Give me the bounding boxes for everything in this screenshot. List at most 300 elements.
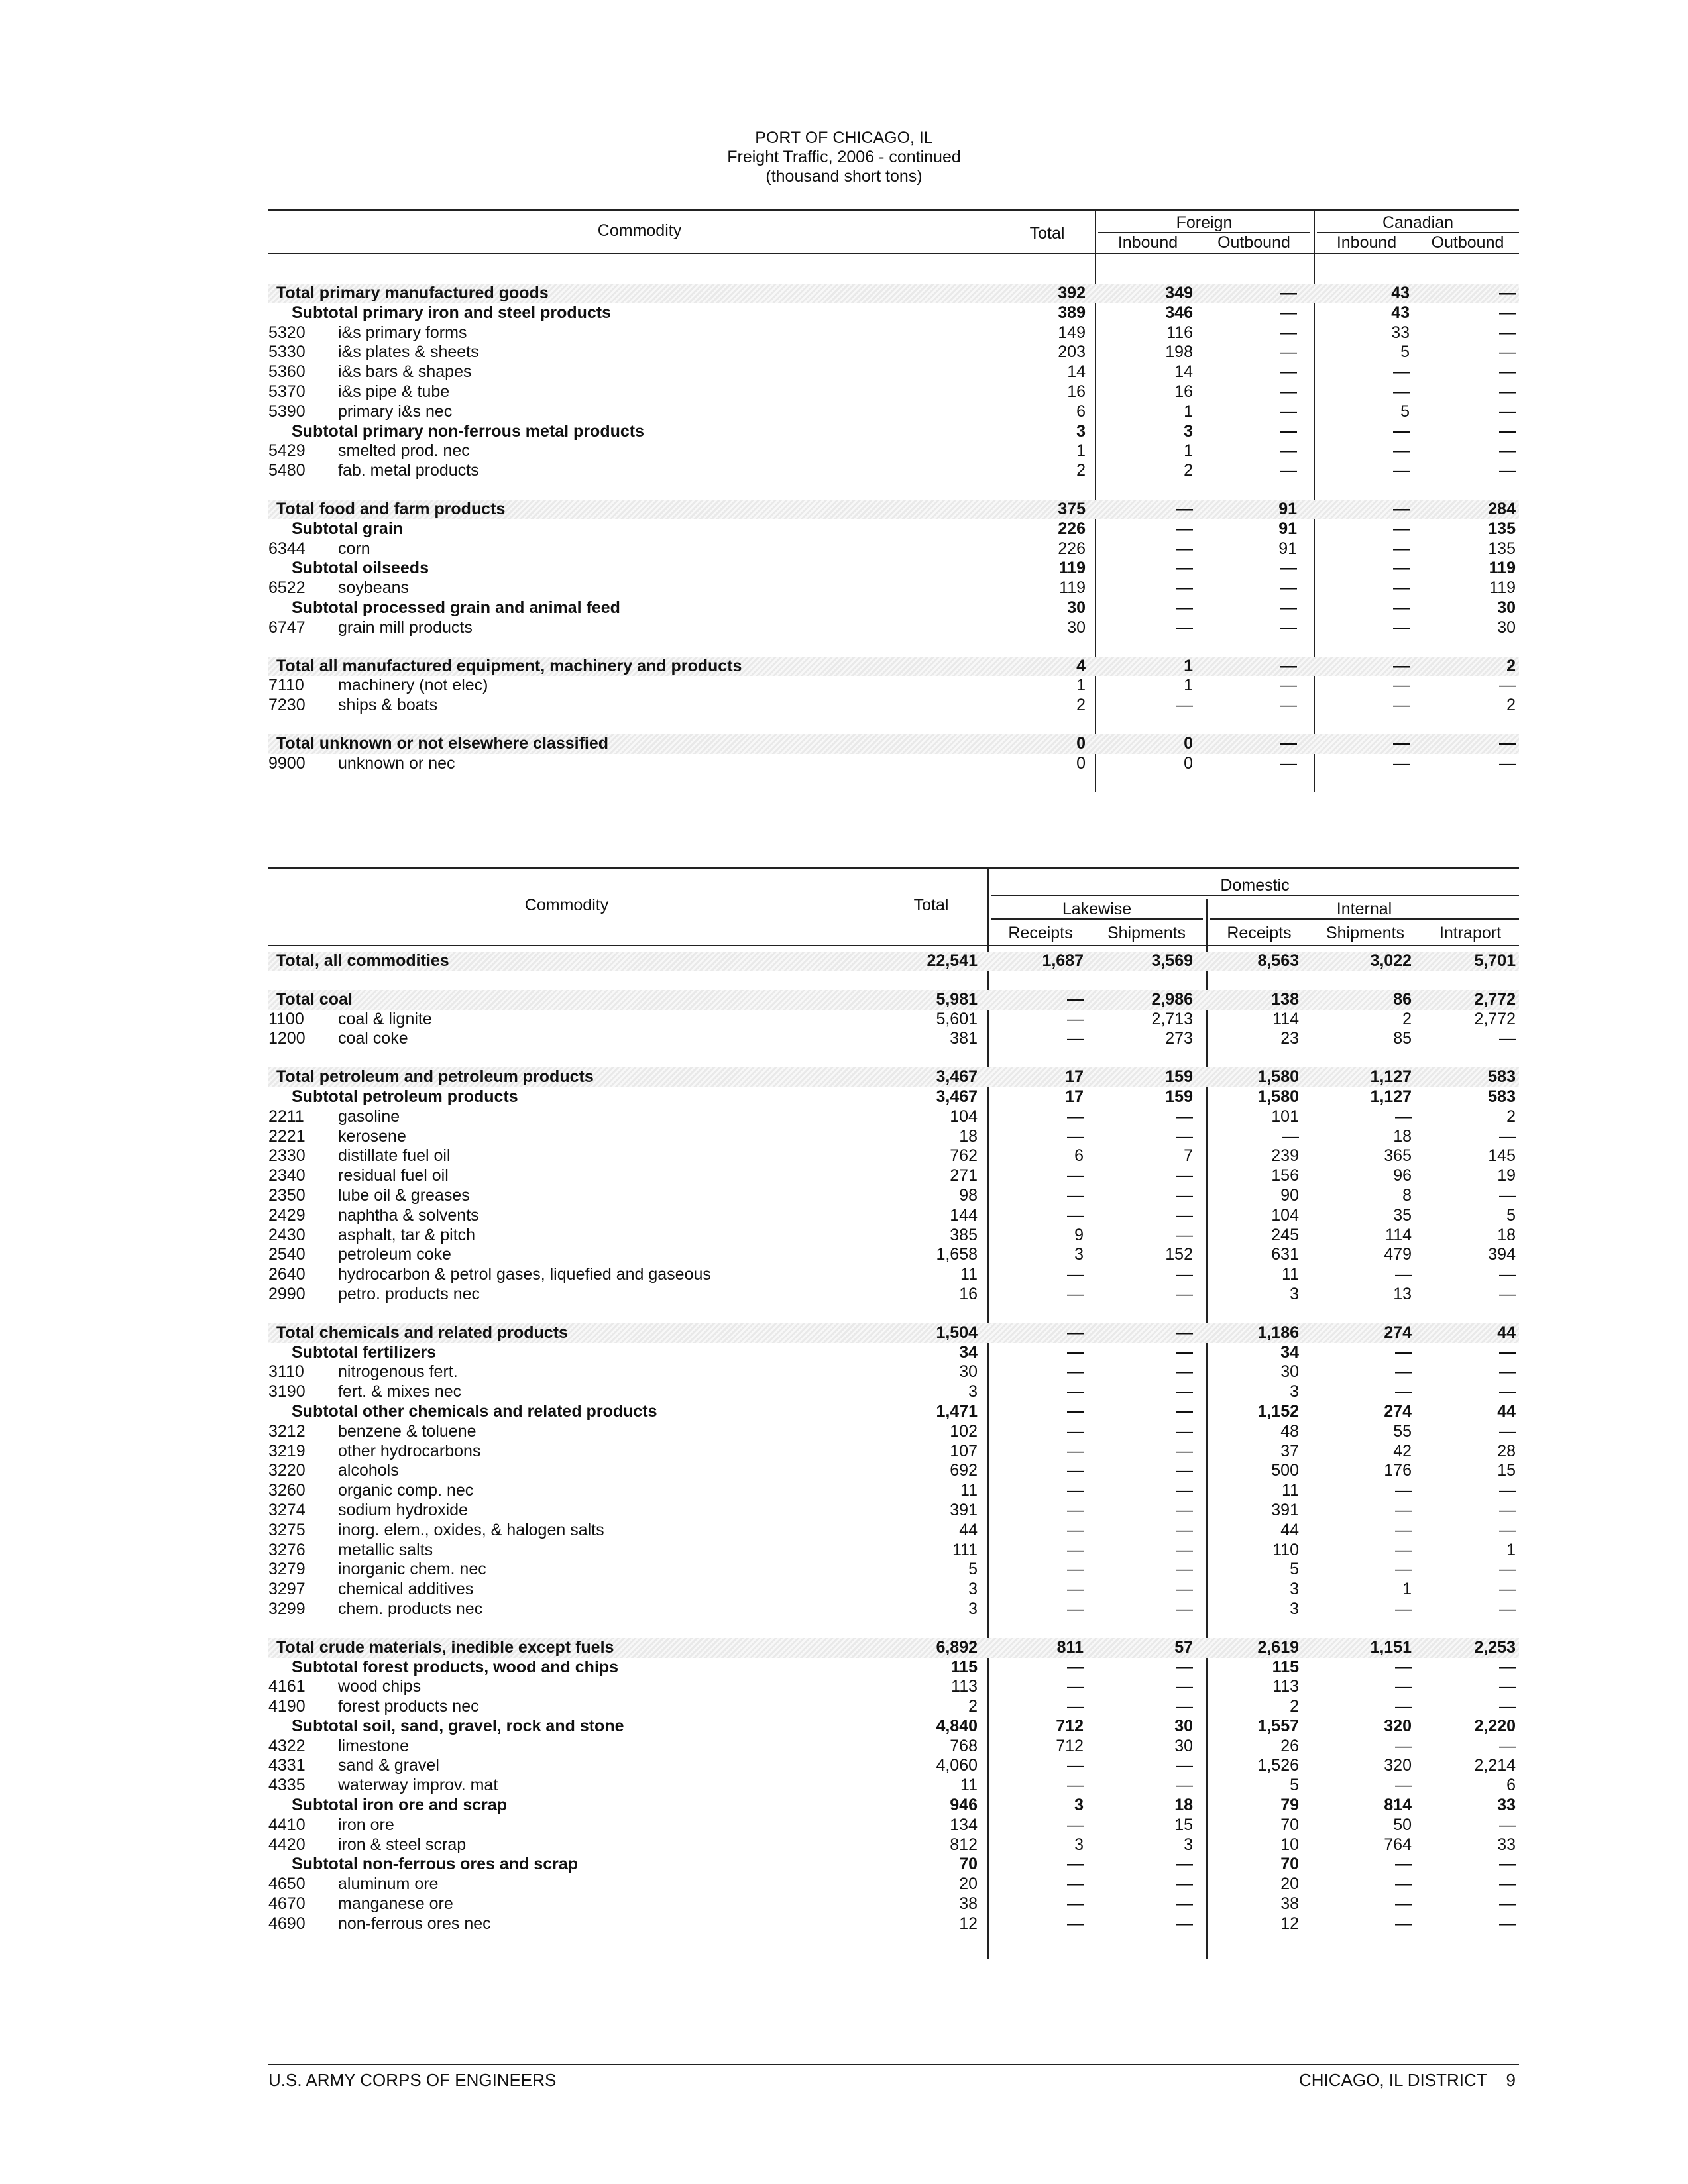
row-gap: [268, 971, 1519, 990]
cell-value: 2,253: [1474, 1637, 1516, 1657]
cell-value: 38: [1280, 1894, 1299, 1914]
cell-value: 2: [1290, 1697, 1299, 1716]
table-row: [268, 1481, 1519, 1501]
cell-value: 5,601: [936, 1009, 978, 1028]
cell-value: 114: [1272, 1009, 1299, 1028]
cell-value: —: [1395, 1599, 1412, 1618]
cell-value: —: [1393, 656, 1410, 675]
commodity-label: residual fuel oil: [338, 1166, 449, 1185]
commodity-label: Subtotal oilseeds: [292, 559, 429, 578]
cell-value: —: [1499, 1284, 1516, 1303]
cell-value: 102: [950, 1421, 978, 1441]
cell-value: —: [1499, 1382, 1516, 1401]
cell-value: —: [1176, 1107, 1193, 1126]
cell-value: —: [1176, 1697, 1193, 1716]
cell-value: 6,892: [936, 1637, 978, 1657]
cell-value: 13: [1393, 1284, 1412, 1303]
commodity-code: 4690: [268, 1914, 306, 1933]
cell-value: 764: [1384, 1835, 1412, 1854]
cell-value: 34: [1280, 1342, 1299, 1362]
cell-value: 245: [1271, 1225, 1299, 1244]
cell-value: 26: [1280, 1736, 1299, 1755]
internal-header: Internal: [1210, 900, 1519, 920]
cell-value: 2,619: [1257, 1637, 1299, 1657]
cell-value: 273: [1165, 1029, 1193, 1048]
commodity-label: waterway improv. mat: [338, 1776, 498, 1795]
cell-value: 479: [1384, 1245, 1412, 1264]
cell-value: 6: [1074, 1146, 1084, 1166]
cell-value: —: [1176, 1284, 1193, 1303]
total-row: [268, 657, 1519, 677]
cell-value: —: [1067, 1461, 1084, 1480]
cell-value: 198: [1165, 343, 1193, 362]
table-row: [268, 539, 1519, 559]
cell-value: —: [1067, 1205, 1084, 1225]
cell-value: —: [1176, 519, 1193, 538]
table-row: [268, 1285, 1519, 1305]
cell-value: 2: [1076, 461, 1086, 480]
cell-value: —: [1176, 539, 1193, 558]
domestic-header: Domestic: [991, 876, 1519, 896]
cell-value: 20: [959, 1875, 978, 1894]
commodity-code: 6344: [268, 539, 306, 558]
cell-value: —: [1176, 1323, 1193, 1342]
cell-value: 320: [1384, 1716, 1412, 1735]
commodity-label: Subtotal petroleum products: [292, 1087, 518, 1106]
commodity-label: metallic salts: [338, 1540, 433, 1559]
cell-value: —: [1280, 734, 1297, 753]
internal-shipments-header: Shipments: [1325, 924, 1405, 942]
table-row: [268, 343, 1519, 362]
cell-value: 3: [1076, 421, 1086, 441]
cell-value: 2: [1184, 461, 1193, 480]
cell-value: —: [1280, 559, 1297, 578]
table-row: [268, 382, 1519, 402]
commodity-label: organic comp. nec: [338, 1481, 474, 1500]
cell-value: 3: [1290, 1284, 1299, 1303]
cell-value: —: [1176, 1520, 1193, 1539]
commodity-code: 4650: [268, 1875, 306, 1894]
commodity-label: Subtotal fertilizers: [292, 1342, 437, 1362]
cell-value: —: [1176, 1756, 1193, 1775]
domestic-table: [268, 867, 1519, 1959]
cell-value: 6: [1506, 1776, 1516, 1795]
cell-value: 946: [950, 1796, 978, 1815]
cell-value: —: [1067, 1362, 1084, 1382]
commodity-label: other hydrocarbons: [338, 1441, 481, 1460]
cell-value: 3,467: [936, 1087, 978, 1106]
cell-value: 111: [952, 1540, 978, 1559]
cell-value: 7: [1184, 1146, 1193, 1166]
cell-value: —: [1395, 1560, 1412, 1579]
total-row: [268, 500, 1519, 519]
cell-value: 0: [1184, 753, 1193, 773]
cell-value: 30: [1174, 1716, 1193, 1735]
cell-value: —: [1280, 343, 1297, 362]
commodity-label: Subtotal other chemicals and related products: [292, 1401, 657, 1421]
cell-value: —: [1280, 656, 1297, 675]
cell-value: —: [1395, 1107, 1412, 1126]
commodity-label: machinery (not elec): [338, 676, 488, 695]
commodity-code: 4322: [268, 1736, 306, 1755]
cell-value: —: [1067, 1265, 1084, 1284]
commodity-code: 5390: [268, 402, 306, 421]
commodity-label: soybeans: [338, 578, 410, 598]
commodity-code: 2540: [268, 1245, 306, 1264]
cell-value: —: [1499, 1815, 1516, 1834]
commodity-code: 2640: [268, 1265, 306, 1284]
cell-value: —: [1067, 1441, 1084, 1460]
table-row: [268, 402, 1519, 422]
cell-value: —: [1067, 1481, 1084, 1500]
cell-value: —: [1499, 461, 1516, 480]
cell-value: 712: [1056, 1736, 1084, 1755]
cell-value: —: [1067, 1107, 1084, 1126]
table-row: [268, 1029, 1519, 1049]
cell-value: 3: [1184, 421, 1193, 441]
cell-value: 57: [1174, 1637, 1193, 1657]
cell-value: —: [1176, 1225, 1193, 1244]
cell-value: —: [1176, 1421, 1193, 1441]
cell-value: 17: [1065, 1067, 1084, 1087]
cell-value: 5,701: [1474, 952, 1516, 970]
commodity-code: 5330: [268, 343, 306, 362]
commodity-label: alcohols: [338, 1461, 399, 1480]
table-row: [268, 696, 1519, 716]
cell-value: 346: [1165, 303, 1193, 322]
cell-value: 119: [1489, 559, 1516, 578]
commodity-label: Total unknown or not elsewhere classified: [276, 734, 609, 753]
cell-value: 98: [959, 1185, 978, 1205]
cell-value: —: [1067, 1323, 1084, 1342]
cell-value: 119: [1059, 578, 1086, 598]
table-body: [268, 952, 1519, 1934]
cell-value: —: [1067, 1009, 1084, 1028]
cell-value: 23: [1280, 1029, 1299, 1048]
cell-value: 5: [1400, 402, 1410, 421]
cell-value: 1,580: [1257, 1067, 1299, 1087]
cell-value: 3: [1074, 1796, 1084, 1815]
footer-district-label: CHICAGO, IL DISTRICT: [1299, 2070, 1487, 2090]
commodity-label: wood chips: [338, 1677, 422, 1696]
commodity-label: Total all manufactured equipment, machinery and products: [276, 656, 742, 675]
commodity-code: 5429: [268, 441, 306, 461]
cell-value: 1,658: [936, 1245, 978, 1264]
cell-value: —: [1176, 1205, 1193, 1225]
cell-value: 96: [1393, 1166, 1412, 1185]
cell-value: —: [1499, 1875, 1516, 1894]
cell-value: 70: [959, 1855, 978, 1874]
commodity-code: 4335: [268, 1776, 306, 1795]
cell-value: 271: [950, 1166, 978, 1185]
cell-value: 2: [1506, 656, 1516, 675]
cell-value: —: [1067, 1540, 1084, 1559]
table-row: [268, 1521, 1519, 1541]
commodity-label: petroleum coke: [338, 1245, 451, 1264]
commodity-label: aluminum ore: [338, 1875, 439, 1894]
cell-value: —: [1499, 1029, 1516, 1048]
cell-value: 1,504: [936, 1323, 978, 1342]
cell-value: —: [1499, 1914, 1516, 1933]
lakewise-receipts-header: Receipts: [1008, 924, 1073, 942]
commodity-label: inorganic chem. nec: [338, 1560, 486, 1579]
cell-value: 79: [1280, 1796, 1299, 1815]
commodity-label: lube oil & greases: [338, 1185, 470, 1205]
cell-value: —: [1067, 1520, 1084, 1539]
commodity-code: 3219: [268, 1441, 306, 1460]
commodity-label: unknown or nec: [338, 753, 455, 773]
cell-value: 391: [950, 1500, 978, 1519]
canadian-inbound-header: Inbound: [1336, 233, 1397, 252]
cell-value: —: [1067, 1815, 1084, 1834]
cell-value: —: [1280, 303, 1297, 322]
cell-value: 44: [959, 1520, 978, 1539]
cell-value: —: [1499, 1362, 1516, 1382]
commodity-label: forest products nec: [338, 1697, 479, 1716]
cell-value: —: [1176, 1500, 1193, 1519]
cell-value: 30: [1497, 618, 1516, 637]
cell-value: —: [1176, 559, 1193, 578]
cell-value: 1,127: [1370, 1087, 1412, 1106]
commodity-label: benzene & toluene: [338, 1421, 477, 1441]
cell-value: 226: [1058, 519, 1086, 538]
cell-value: 1: [1076, 441, 1086, 461]
cell-value: 48: [1280, 1421, 1299, 1441]
table-row: [268, 1186, 1519, 1206]
cell-value: 2: [1076, 696, 1086, 715]
cell-value: 1: [1402, 1580, 1412, 1599]
cell-value: —: [1393, 578, 1410, 598]
cell-value: —: [1499, 753, 1516, 773]
cell-value: —: [1393, 382, 1410, 401]
commodity-label: Subtotal processed grain and animal feed: [292, 598, 620, 617]
commodity-code: 4670: [268, 1894, 306, 1914]
table-row: [268, 1127, 1519, 1147]
row-gap: [268, 481, 1519, 500]
cell-value: —: [1280, 284, 1297, 302]
cell-value: 12: [1280, 1914, 1299, 1933]
cell-value: —: [1282, 1126, 1299, 1146]
cell-value: 583: [1488, 1067, 1516, 1087]
cell-value: 3,467: [936, 1067, 978, 1087]
foreign-outbound-header: Outbound: [1217, 233, 1290, 252]
commodity-code: 3220: [268, 1461, 306, 1480]
commodity-label: grain mill products: [338, 618, 473, 637]
cell-value: —: [1499, 1677, 1516, 1696]
commodity-code: 9900: [268, 753, 306, 773]
total-row: [268, 990, 1519, 1010]
cell-value: —: [1393, 734, 1410, 753]
cell-value: 37: [1280, 1441, 1299, 1460]
cell-value: 2,220: [1474, 1716, 1516, 1735]
total-row: [268, 952, 1519, 971]
cell-value: 90: [1280, 1185, 1299, 1205]
table-row: [268, 1541, 1519, 1560]
cell-value: 1: [1184, 676, 1193, 695]
cell-value: 0: [1076, 753, 1086, 773]
cell-value: —: [1393, 618, 1410, 637]
cell-value: —: [1393, 362, 1410, 382]
cell-value: —: [1393, 421, 1410, 441]
cell-value: 30: [1280, 1362, 1299, 1382]
cell-value: —: [1067, 1894, 1084, 1914]
commodity-label: naphtha & solvents: [338, 1205, 479, 1225]
cell-value: —: [1395, 1697, 1412, 1716]
cell-value: 104: [950, 1107, 978, 1126]
cell-value: 5: [1290, 1560, 1299, 1579]
cell-value: —: [1393, 539, 1410, 558]
cell-value: —: [1176, 1560, 1193, 1579]
commodity-code: 3274: [268, 1500, 306, 1519]
cell-value: 9: [1074, 1225, 1084, 1244]
cell-value: —: [1067, 1756, 1084, 1775]
cell-value: 11: [1282, 1265, 1299, 1284]
cell-value: 34: [959, 1342, 978, 1362]
cell-value: 8: [1402, 1185, 1412, 1205]
cell-value: 1,152: [1257, 1401, 1299, 1421]
table-row: [268, 1776, 1519, 1796]
commodity-code: 2340: [268, 1166, 306, 1185]
subtotal-row: [268, 1717, 1519, 1737]
commodity-label: Subtotal primary non-ferrous metal products: [292, 421, 645, 441]
cell-value: 389: [1058, 303, 1086, 322]
cell-value: 149: [1058, 323, 1086, 342]
table-row: [268, 1697, 1519, 1717]
commodity-label: i&s plates & sheets: [338, 343, 479, 362]
cell-value: —: [1395, 1657, 1412, 1676]
cell-value: 113: [1272, 1677, 1299, 1696]
cell-value: 86: [1393, 989, 1412, 1009]
cell-value: —: [1499, 382, 1516, 401]
cell-value: —: [1393, 519, 1410, 538]
cell-value: 1,471: [936, 1401, 978, 1421]
cell-value: 2,772: [1474, 1009, 1516, 1028]
row-gap: [268, 716, 1519, 734]
foreign-inbound-header: Inbound: [1117, 233, 1178, 252]
cell-value: 30: [1067, 618, 1086, 637]
cell-value: 768: [950, 1736, 978, 1755]
commodity-label: hydrocarbon & petrol gases, liquefied and gaseous: [338, 1265, 711, 1284]
cell-value: 15: [1497, 1461, 1516, 1480]
cell-value: —: [1067, 1185, 1084, 1205]
cell-value: —: [1067, 1914, 1084, 1933]
table-row: [268, 1756, 1519, 1776]
cell-value: 135: [1488, 519, 1516, 538]
commodity-label: iron & steel scrap: [338, 1835, 467, 1854]
cell-value: 3,022: [1370, 952, 1412, 970]
cell-value: 5: [1290, 1776, 1299, 1795]
subtotal-row: [268, 1087, 1519, 1107]
cell-value: 1,687: [1042, 952, 1084, 970]
cell-value: 20: [1280, 1875, 1299, 1894]
commodity-code: 4190: [268, 1697, 306, 1716]
commodity-label: Total food and farm products: [276, 499, 506, 518]
table-row: [268, 1442, 1519, 1462]
commodity-code: 5320: [268, 323, 306, 342]
commodity-code: 7230: [268, 696, 306, 715]
total-row: [268, 1067, 1519, 1087]
cell-value: —: [1176, 598, 1193, 617]
cell-value: —: [1067, 1029, 1084, 1048]
cell-value: —: [1395, 1875, 1412, 1894]
commodity-label: chemical additives: [338, 1580, 474, 1599]
cell-value: 3: [1074, 1245, 1084, 1264]
commodity-label: fert. & mixes nec: [338, 1382, 462, 1401]
footer-agency: U.S. ARMY CORPS OF ENGINEERS: [268, 2070, 557, 2090]
commodity-label: i&s pipe & tube: [338, 382, 450, 401]
cell-value: —: [1499, 303, 1516, 322]
cell-value: —: [1067, 1697, 1084, 1716]
table-row: [268, 1737, 1519, 1757]
row-gap: [268, 1049, 1519, 1067]
total-row: [268, 284, 1519, 303]
cell-value: 107: [950, 1441, 978, 1460]
cell-value: —: [1280, 362, 1297, 382]
table-row: [268, 1166, 1519, 1186]
cell-value: 115: [950, 1657, 978, 1676]
cell-value: 50: [1393, 1815, 1412, 1834]
cell-value: 3: [1074, 1835, 1084, 1854]
total-row: [268, 734, 1519, 754]
cell-value: 1,526: [1257, 1756, 1299, 1775]
cell-value: 43: [1391, 284, 1410, 302]
commodity-label: Total petroleum and petroleum products: [276, 1067, 594, 1087]
cell-value: —: [1499, 362, 1516, 382]
cell-value: 135: [1488, 539, 1516, 558]
cell-value: —: [1176, 1166, 1193, 1185]
subtotal-row: [268, 598, 1519, 618]
cell-value: —: [1393, 559, 1410, 578]
cell-value: —: [1395, 1520, 1412, 1539]
cell-value: —: [1176, 1855, 1193, 1874]
table-row: [268, 362, 1519, 382]
commodity-label: chem. products nec: [338, 1599, 483, 1618]
table-row: [268, 1875, 1519, 1894]
cell-value: 116: [1166, 323, 1193, 342]
cell-value: 320: [1384, 1756, 1412, 1775]
canadian-header: Canadian: [1317, 213, 1519, 233]
cell-value: —: [1176, 578, 1193, 598]
cell-value: —: [1499, 1421, 1516, 1441]
table-row: [268, 1010, 1519, 1030]
table-row: [268, 1461, 1519, 1481]
cell-value: 583: [1488, 1087, 1516, 1106]
cell-value: —: [1395, 1500, 1412, 1519]
cell-value: 18: [1174, 1796, 1193, 1815]
cell-value: —: [1393, 499, 1410, 518]
cell-value: 2: [1506, 696, 1516, 715]
table-row: [268, 1580, 1519, 1600]
cell-value: 1: [1076, 676, 1086, 695]
commodity-code: 4161: [268, 1677, 306, 1696]
cell-value: 15: [1174, 1815, 1193, 1834]
cell-value: 16: [1067, 382, 1086, 401]
cell-value: 119: [1058, 559, 1086, 578]
commodity-label: nitrogenous fert.: [338, 1362, 458, 1382]
commodity-code: 4420: [268, 1835, 306, 1854]
cell-value: —: [1499, 1126, 1516, 1146]
table-row: [268, 461, 1519, 481]
table-row: [268, 1382, 1519, 1402]
table-row: [268, 1600, 1519, 1619]
cell-value: 3: [968, 1382, 978, 1401]
cell-value: 1: [1184, 441, 1193, 461]
cell-value: —: [1499, 1185, 1516, 1205]
cell-value: —: [1499, 734, 1516, 753]
commodity-label: manganese ore: [338, 1894, 453, 1914]
cell-value: 138: [1271, 989, 1299, 1009]
cell-value: 1,557: [1257, 1716, 1299, 1735]
